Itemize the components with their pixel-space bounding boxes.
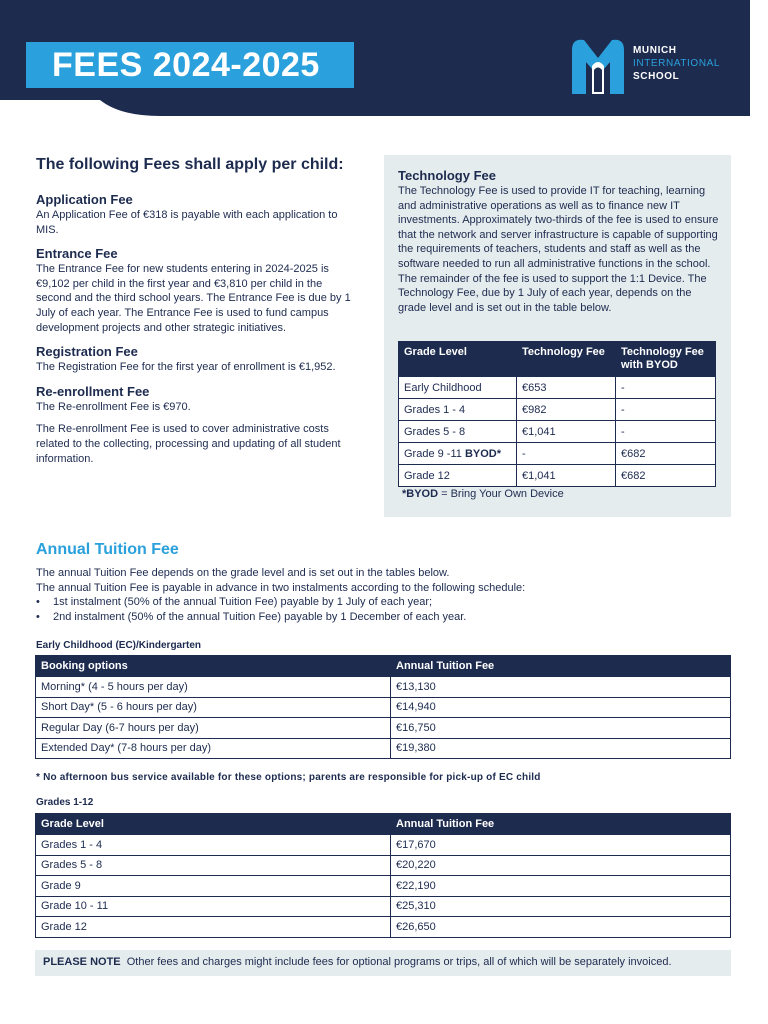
table-header-row xyxy=(36,814,731,835)
fee-cell: - xyxy=(517,443,616,465)
grade-cell: Grades 5 - 8 xyxy=(399,421,517,443)
table-header-row xyxy=(399,342,716,377)
column-header: Annual Tuition Fee xyxy=(391,656,731,677)
ec-table-heading: Early Childhood (EC)/Kindergarten xyxy=(36,640,202,651)
ec-tuition-table xyxy=(35,655,731,759)
fee-cell: €653 xyxy=(517,377,616,399)
entrance-fee-text: The Entrance Fee for new students entering in 2024-2025 is €9,102 per child in the first year and €3,810 per child in the second and the third school years. The Entrance Fee is due by 1 July of each year. The Entrance Fee is used to fund campus development projects and other strategic initiatives. xyxy=(36,263,351,334)
lead-heading: The following Fees shall apply per child: xyxy=(36,156,344,173)
reenrollment-fee-purpose: The Re-enrollment Fee is used to cover administrative costs related to the collecting, processing and updating of all student information. xyxy=(36,423,341,465)
table-row: Regular Day (6-7 hours per day) €16,750 xyxy=(36,718,731,739)
table-row: Grades 5 - 8 €20,220 xyxy=(36,855,731,876)
byod-note: *BYOD = Bring Your Own Device xyxy=(402,488,564,500)
fee-cell: €1,041 xyxy=(517,421,616,443)
instalment-list xyxy=(36,595,736,624)
table-header-row xyxy=(36,656,731,677)
fee-byod-cell: - xyxy=(616,399,716,421)
school-logo-icon xyxy=(570,36,626,96)
grade-cell: Grade 9 -11 BYOD* xyxy=(399,443,517,465)
entrance-fee-heading: Entrance Fee xyxy=(36,246,118,262)
column-header: Booking options xyxy=(36,656,391,677)
column-header: Annual Tuition Fee xyxy=(391,814,731,835)
table-row: Morning* (4 - 5 hours per day) €13,130 xyxy=(36,677,731,698)
table-row: Extended Day* (7-8 hours per day) €19,380 xyxy=(36,738,731,759)
table-row: Grade 10 - 11 €25,310 xyxy=(36,896,731,917)
table-row: Short Day* (5 - 6 hours per day) €14,940 xyxy=(36,697,731,718)
fee-byod-cell: - xyxy=(616,421,716,443)
fee-descriptions xyxy=(36,183,356,466)
list-item: • 2nd instalment (50% of the annual Tuition Fee) payable by 1 December of each year. xyxy=(36,610,467,623)
fee-byod-cell: €682 xyxy=(616,443,716,465)
tuition-text: The annual Tuition Fee depends on the grade level and is set out in the tables below. The annual Tuition Fee is payable in advance in two instalments according to the following schedule: • 1st instalment (50% of the annual Tuition Fee) payable by 1 July of each year; • 2nd instalment (50% of the annual Tuition Fee) payable by 1 December of each year. xyxy=(36,566,736,624)
reenrollment-fee-text: The Re-enrollment Fee is €970. xyxy=(36,400,191,413)
page-title: FEES 2024-2025 xyxy=(52,46,320,84)
registration-fee-heading: Registration Fee xyxy=(36,344,138,360)
technology-fee-heading: Technology Fee xyxy=(398,168,496,183)
table-row: Grade 12 €26,650 xyxy=(36,917,731,938)
grade-cell: Grade 12 xyxy=(399,465,517,487)
column-header: Technology Fee xyxy=(517,342,616,377)
technology-fee-text: The Technology Fee is used to provide IT for teaching, learning and administrative operations as well as to finance new IT investments. Approximately two-thirds of the fee is used to ensure that the network and server infrastructure is capable of supporting the requirements of teachers, students and staff as well as the software needed to run all administrative functions in the school. The remainder of the fee is used to support the 1:1 Device. The Technology Fee, due by 1 July of each year, depends on the grade level and is set out in the table below. xyxy=(398,185,719,314)
grades-tuition-table xyxy=(35,813,731,938)
fee-cell: €1,041 xyxy=(517,465,616,487)
table-row: Grade 9 €22,190 xyxy=(36,876,731,897)
application-fee-text: An Application Fee of €318 is payable with each application to MIS. xyxy=(36,209,338,236)
reenrollment-fee-heading: Re-enrollment Fee xyxy=(36,383,150,399)
column-header: Technology Fee with BYOD xyxy=(616,342,716,377)
table-row xyxy=(399,399,716,421)
technology-fee-table xyxy=(398,341,716,487)
table-row xyxy=(399,443,716,465)
ec-bus-note: * No afternoon bus service available for these options; parents are responsible for pick-up of EC child xyxy=(36,772,541,783)
grade-cell: Grades 1 - 4 xyxy=(399,399,517,421)
grades-table-heading: Grades 1-12 xyxy=(36,797,94,808)
fee-cell: €982 xyxy=(517,399,616,421)
grade-cell: Early Childhood xyxy=(399,377,517,399)
column-header: Grade Level xyxy=(399,342,517,377)
list-item: • 1st instalment (50% of the annual Tuition Fee) payable by 1 July of each year; xyxy=(36,596,433,609)
tuition-heading: Annual Tuition Fee xyxy=(36,541,179,558)
column-header: Grade Level xyxy=(36,814,391,835)
application-fee-heading: Application Fee xyxy=(36,192,133,207)
please-note-text: PLEASE NOTE Other fees and charges might include fees for optional programs or trips, all of which will be separately invoiced. xyxy=(43,956,672,968)
table-row xyxy=(399,421,716,443)
table-row xyxy=(399,377,716,399)
table-row: Grades 1 - 4 €17,670 xyxy=(36,835,731,856)
school-logo-text: MUNICH INTERNATIONAL SCHOOL xyxy=(633,45,721,82)
registration-fee-text: The Registration Fee for the first year of enrollment is €1,952. xyxy=(36,361,336,374)
table-row xyxy=(399,465,716,487)
fee-byod-cell: €682 xyxy=(616,465,716,487)
fee-byod-cell: - xyxy=(616,377,716,399)
